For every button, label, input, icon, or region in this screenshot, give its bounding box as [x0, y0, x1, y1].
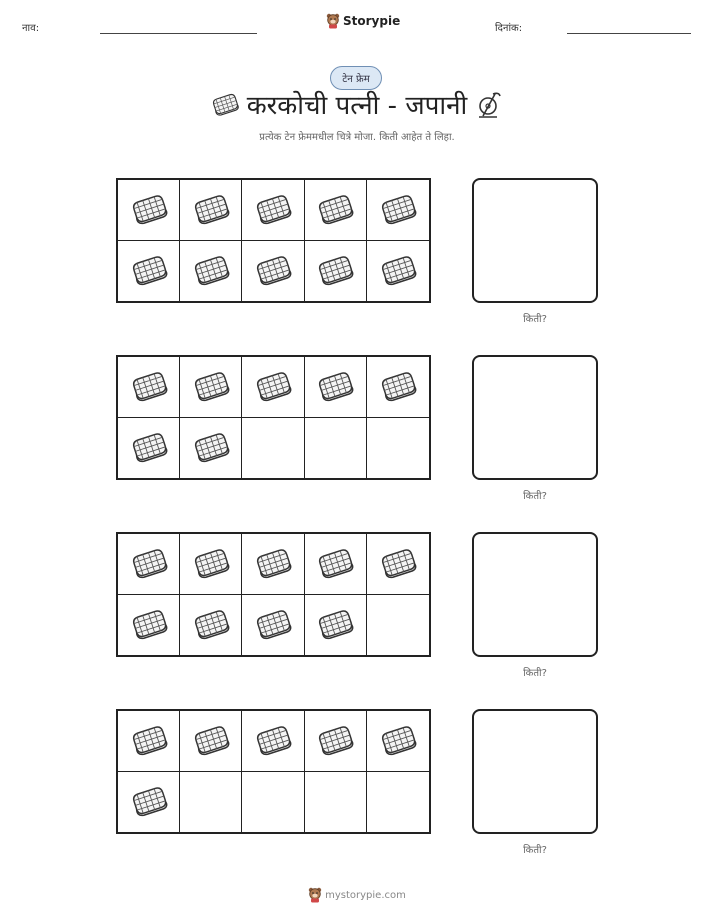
ten-frame-cell — [242, 595, 304, 656]
futon-icon — [191, 608, 231, 642]
ten-frame-cell — [242, 534, 304, 595]
ten-frame-cell — [305, 241, 367, 302]
ten-frame-cell — [180, 241, 242, 302]
brand-name: Storypie — [343, 14, 401, 28]
futon-icon — [315, 254, 355, 288]
ten-frame-cell — [118, 357, 180, 418]
ten-frame-cell — [118, 595, 180, 656]
ten-frame-cell — [305, 595, 367, 656]
ten-frame-cell — [367, 711, 429, 772]
ten-frame-cell — [367, 595, 429, 656]
futon-icon — [191, 724, 231, 758]
ten-frame-cell — [242, 711, 304, 772]
ten-frame-cell — [367, 180, 429, 241]
ten-frame-cell — [118, 772, 180, 833]
futon-icon — [191, 370, 231, 404]
count-prompt: किती? — [523, 491, 547, 502]
futon-icon — [315, 724, 355, 758]
ten-frame-cell — [118, 241, 180, 302]
ten-frame-cell — [305, 357, 367, 418]
bear-mascot-icon — [308, 887, 322, 903]
futon-icon — [378, 254, 418, 288]
count-prompt: किती? — [523, 845, 547, 856]
count-prompt: किती? — [523, 668, 547, 679]
ten-frame-cell — [305, 418, 367, 479]
ten-frame-cell — [180, 711, 242, 772]
futon-icon — [129, 547, 169, 581]
futon-icon — [315, 193, 355, 227]
name-field[interactable] — [100, 33, 257, 34]
ten-frame-cell — [367, 772, 429, 833]
ten-frame-cell — [305, 772, 367, 833]
futon-icon — [129, 193, 169, 227]
ten-frame-cell — [180, 534, 242, 595]
ten-frame — [116, 709, 431, 834]
ten-frame-cell — [242, 357, 304, 418]
futon-icon — [129, 785, 169, 819]
answer-box[interactable] — [472, 178, 598, 303]
ten-frame — [116, 178, 431, 303]
futon-icon — [129, 608, 169, 642]
futon-icon — [378, 724, 418, 758]
futon-icon — [191, 431, 231, 465]
spinning-wheel-icon — [475, 90, 503, 120]
worksheet-type-badge: टेन फ्रेम — [330, 66, 382, 90]
futon-icon — [129, 254, 169, 288]
ten-frame-cell — [242, 418, 304, 479]
futon-icon — [378, 193, 418, 227]
ten-frame-cell — [367, 534, 429, 595]
futon-icon — [315, 547, 355, 581]
ten-frame-cell — [118, 534, 180, 595]
futon-icon — [253, 370, 293, 404]
bear-mascot-icon — [326, 13, 340, 29]
ten-frame-cell — [367, 418, 429, 479]
ten-frame-cell — [180, 180, 242, 241]
ten-frame-cell — [118, 180, 180, 241]
name-label: नाव: — [22, 23, 40, 34]
instructions: प्रत्येक टेन फ्रेममधील चित्रे मोजा. किती आहेत ते लिहा. — [259, 132, 455, 143]
ten-frame-cell — [367, 357, 429, 418]
brand-logo — [326, 13, 400, 29]
ten-frame-cell — [242, 772, 304, 833]
date-label: दिनांक: — [495, 23, 523, 34]
futon-icon — [129, 370, 169, 404]
footer-url: mystorypie.com — [325, 889, 406, 901]
futon-icon — [129, 431, 169, 465]
futon-icon — [253, 193, 293, 227]
ten-frame-cell — [242, 180, 304, 241]
futon-icon — [191, 547, 231, 581]
futon-icon — [378, 547, 418, 581]
footer — [0, 887, 714, 903]
futon-icon — [191, 193, 231, 227]
futon-icon — [129, 724, 169, 758]
futon-icon — [315, 608, 355, 642]
ten-frame-cell — [118, 418, 180, 479]
page-title: करकोची पत्नी - जपानी — [246, 91, 468, 121]
futon-icon — [315, 370, 355, 404]
answer-box[interactable] — [472, 355, 598, 480]
futon-icon — [253, 724, 293, 758]
date-field[interactable] — [567, 33, 691, 34]
ten-frame-cell — [180, 772, 242, 833]
futon-icon — [253, 254, 293, 288]
ten-frame-cell — [367, 241, 429, 302]
futon-icon — [253, 608, 293, 642]
count-prompt: किती? — [523, 314, 547, 325]
answer-box[interactable] — [472, 532, 598, 657]
ten-frame-cell — [305, 180, 367, 241]
futon-icon — [378, 370, 418, 404]
ten-frame — [116, 355, 431, 480]
ten-frame-cell — [242, 241, 304, 302]
futon-icon — [191, 254, 231, 288]
futon-icon — [253, 547, 293, 581]
ten-frame-cell — [180, 595, 242, 656]
ten-frame-cell — [305, 711, 367, 772]
ten-frame-cell — [118, 711, 180, 772]
answer-box[interactable] — [472, 709, 598, 834]
ten-frame-cell — [180, 418, 242, 479]
ten-frame-cell — [180, 357, 242, 418]
ten-frame-cell — [305, 534, 367, 595]
ten-frame — [116, 532, 431, 657]
